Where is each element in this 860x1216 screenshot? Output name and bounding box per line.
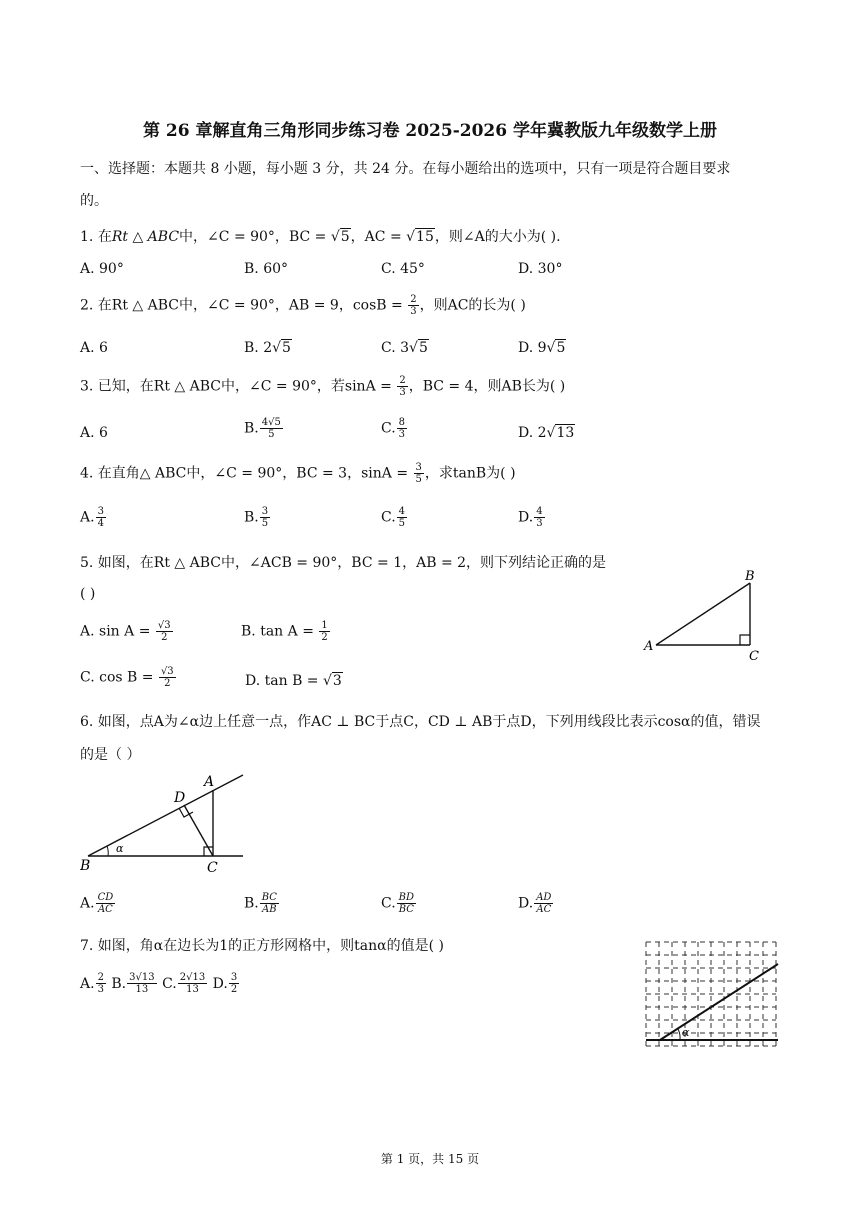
q3-option-a[interactable]: A. 6 [80, 425, 108, 441]
question-1: 1. 在Rt △ ABC中，∠C = 90°，BC = √5，AC = √15，则∠A的大小为( ). [80, 229, 561, 245]
q7-option-a[interactable]: A. $\frac{2}{3}$ [80, 972, 104, 995]
q6-option-d[interactable]: D. $\frac{AD}{AC}$ [518, 892, 552, 915]
q5-option-c[interactable]: C. cos B = $\frac{√3}{2}$ [80, 666, 174, 689]
question-5-line1: 5. 如图，在Rt △ ABC中，∠ACB = 90°，BC = 1，AB = 2，则下列结论正确的是 [80, 555, 607, 571]
q6-angle-figure [80, 768, 250, 880]
page-footer: 第 1 页，共 15 页 [380, 1152, 480, 1166]
section-heading-line2: 的。 [80, 193, 108, 209]
q7-grid-lines [646, 942, 776, 1046]
q2-option-c[interactable]: C. 3√5 [381, 340, 428, 356]
q6-label-b: B [80, 858, 91, 874]
q6-option-a[interactable]: A. $\frac{CD}{AC}$ [80, 892, 114, 915]
q6-label-a: A [204, 774, 215, 790]
q3-fraction: $\frac{2}{3}$ [399, 375, 406, 398]
question-7-line1: 7. 如图，角α在边长为1的正方形网格中，则tanα的值是( ) [80, 938, 444, 954]
q3-option-b[interactable]: B. $\frac{4√5}{5}$ [244, 417, 281, 440]
q7-option-d[interactable]: D. $\frac{3}{2}$ [212, 972, 238, 995]
page-title: 第 26 章解直角三角形同步练习卷 2025-2026 学年冀教版九年级数学上册 [142, 121, 717, 141]
q1-option-b[interactable]: B. 60° [244, 261, 289, 277]
q4-option-c[interactable]: C. $\frac{4}{5}$ [381, 506, 406, 529]
question-4: 4. 在直角△ ABC中，∠C = 90°，BC = 3，sinA = $\frac{3}{5}$ ，求tanB为( ) [80, 462, 516, 485]
q5-option-a[interactable]: A. sin A = $\frac{√3}{2}$ [80, 620, 171, 643]
q5-label-c: C [749, 649, 759, 664]
question-6-line1: 6. 如图，点A为∠α边上任意一点，作AC ⊥ BC于点C，CD ⊥ AB于点D，下列用线段比表示cosα的值，错误 [80, 714, 761, 730]
q7-options [80, 972, 240, 995]
q5-option-d[interactable]: D. tan B = √3 [245, 673, 342, 689]
question-5-line2: ( ) [80, 586, 96, 602]
q3-option-c[interactable]: C. $\frac{8}{3}$ [381, 417, 406, 440]
q6-alpha-label: α [116, 842, 124, 855]
q6-label-c: C [207, 860, 218, 876]
q1-number: 1. [80, 229, 94, 245]
q5-triangle-figure [640, 565, 770, 665]
q6-option-b[interactable]: B. $\frac{BC}{AB}$ [244, 892, 277, 915]
q3-option-d[interactable]: D. 2√13 [518, 425, 575, 441]
q4-option-a[interactable]: A. $\frac{3}{4}$ [80, 506, 104, 529]
q2-option-a[interactable]: A. 6 [80, 340, 108, 356]
section-heading-line1: 一、选择题：本题共 8 小题，每小题 3 分，共 24 分。在每小题给出的选项中，只有一项是符合题目要求 [80, 161, 731, 177]
q1-option-a[interactable]: A. 90° [80, 261, 124, 277]
q5-label-b: B [745, 569, 755, 584]
q1-option-d[interactable]: D. 30° [518, 261, 563, 277]
q5-option-b[interactable]: B. tan A = $\frac{1}{2}$ [241, 620, 328, 643]
q4-fraction: $\frac{3}{5}$ [415, 462, 422, 485]
q2-fraction: $\frac{2}{3}$ [410, 294, 417, 317]
q7-grid-figure [640, 936, 782, 1058]
q1-text-a: 在 [97, 229, 112, 245]
question-2: 2. 在Rt △ ABC中，∠C = 90°，AB = 9，cosB = $\frac{2}{3}$ ，则AC的长为( ) [80, 294, 526, 317]
q7-alpha-label: α [682, 1026, 690, 1039]
question-6-line2: 的是（ ） [80, 747, 141, 763]
q7-option-c[interactable]: C. $\frac{2√13}{13}$ [162, 972, 206, 995]
q1-option-c[interactable]: C. 45° [381, 261, 425, 277]
q6-label-d: D [174, 790, 186, 806]
q2-option-b[interactable]: B. 2√5 [244, 340, 291, 356]
q2-option-d[interactable]: D. 9√5 [518, 340, 566, 356]
q4-option-b[interactable]: B. $\frac{3}{5}$ [244, 506, 269, 529]
q4-option-d[interactable]: D. $\frac{4}{3}$ [518, 506, 543, 529]
q7-option-b[interactable]: B. $\frac{3√13}{13}$ [111, 972, 155, 995]
q5-label-a: A [644, 639, 654, 654]
question-3: 3. 已知，在Rt △ ABC中，∠C = 90°，若sinA = $\frac{2}{3}$ ，BC = 4，则AB长为( ) [80, 375, 566, 398]
q6-option-c[interactable]: C. $\frac{BD}{BC}$ [381, 892, 415, 915]
